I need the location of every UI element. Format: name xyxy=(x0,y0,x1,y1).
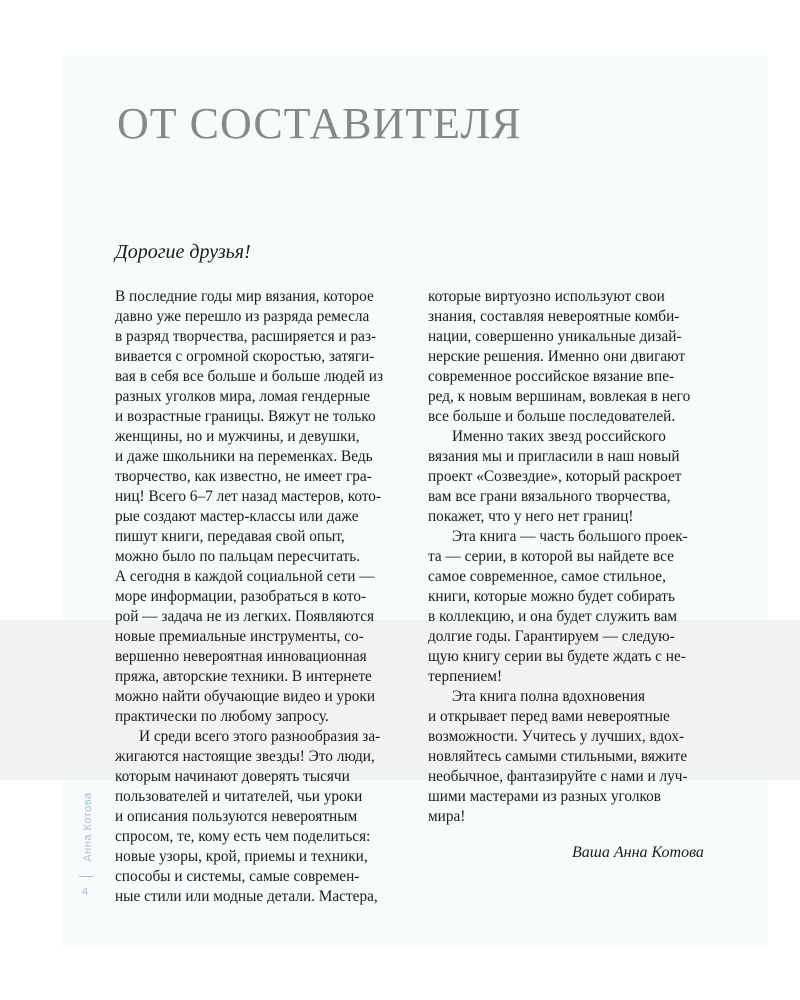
text-line: возможности. Учитесь у лучших, вдох- xyxy=(428,728,685,745)
text-line: спросом, те, кому есть чем поделиться: xyxy=(115,828,371,845)
text-column-right xyxy=(428,287,728,827)
text-line: жигаются настоящие звезды! Это люди, xyxy=(115,748,375,765)
text-line: самое современное, самое стильное, xyxy=(428,568,666,585)
text-line: вая в себя все больше и больше людей из xyxy=(115,368,384,385)
text-line: практически по любому запросу. xyxy=(115,708,329,725)
text-line: пользователей и читателей, чьи уроки xyxy=(115,788,363,805)
text-line: женщины, но и мужчины, и девушки, xyxy=(115,428,360,445)
text-line: И среди всего этого разнообразия за- xyxy=(139,728,381,745)
text-line: ред, к новым вершинам, вовлекая в него xyxy=(428,388,691,405)
text-line: в разряд творчества, расширяется и раз- xyxy=(115,328,377,345)
text-line: Эта книга — часть большого проек- xyxy=(452,528,688,545)
text-line: разных уголков мира, ломая гендерные xyxy=(115,388,371,405)
text-line: шими мастерами из разных уголков xyxy=(428,788,662,805)
text-line: вязания мы и пригласили в наш новый xyxy=(428,448,680,465)
greeting: Дорогие друзья! xyxy=(115,241,251,263)
text-line: которым начинают доверять тысячи xyxy=(115,768,350,785)
page-title: ОТ СОСТАВИТЕЛЯ xyxy=(117,99,522,148)
text-line: ные стили или модные детали. Мастера, xyxy=(115,888,378,905)
text-line: и даже школьники на переменках. Ведь xyxy=(115,448,373,465)
text-line: покажет, что у него нет границ! xyxy=(428,508,634,525)
text-line: В последние годы мир вязания, которое xyxy=(115,288,374,305)
text-line: А сегодня в каждой социальной сети — xyxy=(115,568,375,585)
text-line: и возрастные границы. Вяжут не только xyxy=(115,408,376,425)
text-line: та — серии, в которой вы найдете все xyxy=(428,548,674,565)
text-line: вершенно невероятная инновационная xyxy=(115,648,367,665)
text-line: море информации, разобраться в кото- xyxy=(115,588,367,605)
text-line: нации, совершенно уникальные дизай- xyxy=(428,328,682,345)
text-line: знания, составляя невероятные комби- xyxy=(428,308,680,325)
text-line: современное российское вязание впе- xyxy=(428,368,675,385)
text-line: можно найти обучающие видео и уроки xyxy=(115,688,376,705)
page-number: 4 xyxy=(82,886,89,898)
text-line: можно было по пальцам пересчитать. xyxy=(115,548,361,565)
text-line: давно уже перешло из разряда ремесла xyxy=(115,308,370,325)
text-line: все больше и больше последователей. xyxy=(428,408,676,425)
text-line: мира! xyxy=(428,808,466,825)
text-line: рые создают мастер-классы или даже xyxy=(115,508,359,525)
text-line: Эта книга полна вдохновения xyxy=(452,688,646,705)
text-line: творчество, как известно, не имеет гра- xyxy=(115,468,372,485)
text-line: долгие годы. Гарантируем — следую- xyxy=(428,628,675,645)
page-number-rule xyxy=(79,876,93,877)
text-line: нерские решения. Именно они двигают xyxy=(428,348,686,365)
text-line: новые узоры, крой, приемы и техники, xyxy=(115,848,368,865)
text-line: пряжа, авторские техники. В интернете xyxy=(115,668,372,685)
signature: Ваша Анна Котова xyxy=(572,844,704,861)
text-line: вам все грани вязального творчества, xyxy=(428,488,671,505)
side-author-text: Анна Котова xyxy=(82,792,94,862)
text-line: ниц! Всего 6–7 лет назад мастеров, кото- xyxy=(115,488,382,505)
text-line: необычное, фантазируйте с нами и луч- xyxy=(428,768,688,785)
text-line: пишут книги, передавая свой опыт, xyxy=(115,528,345,545)
text-line: и описания пользуются невероятным xyxy=(115,808,358,825)
text-line: щую книгу серии вы будете ждать с не- xyxy=(428,648,686,665)
text-line: терпением! xyxy=(428,668,503,685)
text-line: Именно таких звезд российского xyxy=(452,428,666,445)
text-line: и открывает перед вами невероятные xyxy=(428,708,670,725)
text-line: рой — задача не из легких. Появляются xyxy=(115,608,375,625)
text-line: которые виртуозно используют свои xyxy=(428,288,665,305)
text-line: книги, которые можно будет собирать xyxy=(428,588,675,605)
text-column-left xyxy=(115,287,405,907)
text-line: способы и системы, самые современ- xyxy=(115,868,360,885)
text-line: вивается с огромной скоростью, затяги- xyxy=(115,348,375,365)
text-line: в коллекцию, и она будет служить вам xyxy=(428,608,678,625)
text-line: проект «Созвездие», который раскроет xyxy=(428,468,682,485)
text-line: новляйтесь самыми стильными, вяжите xyxy=(428,748,688,765)
side-author-label xyxy=(78,792,98,862)
page-content xyxy=(62,55,768,948)
text-line: новые премиальные инструменты, со- xyxy=(115,628,364,645)
